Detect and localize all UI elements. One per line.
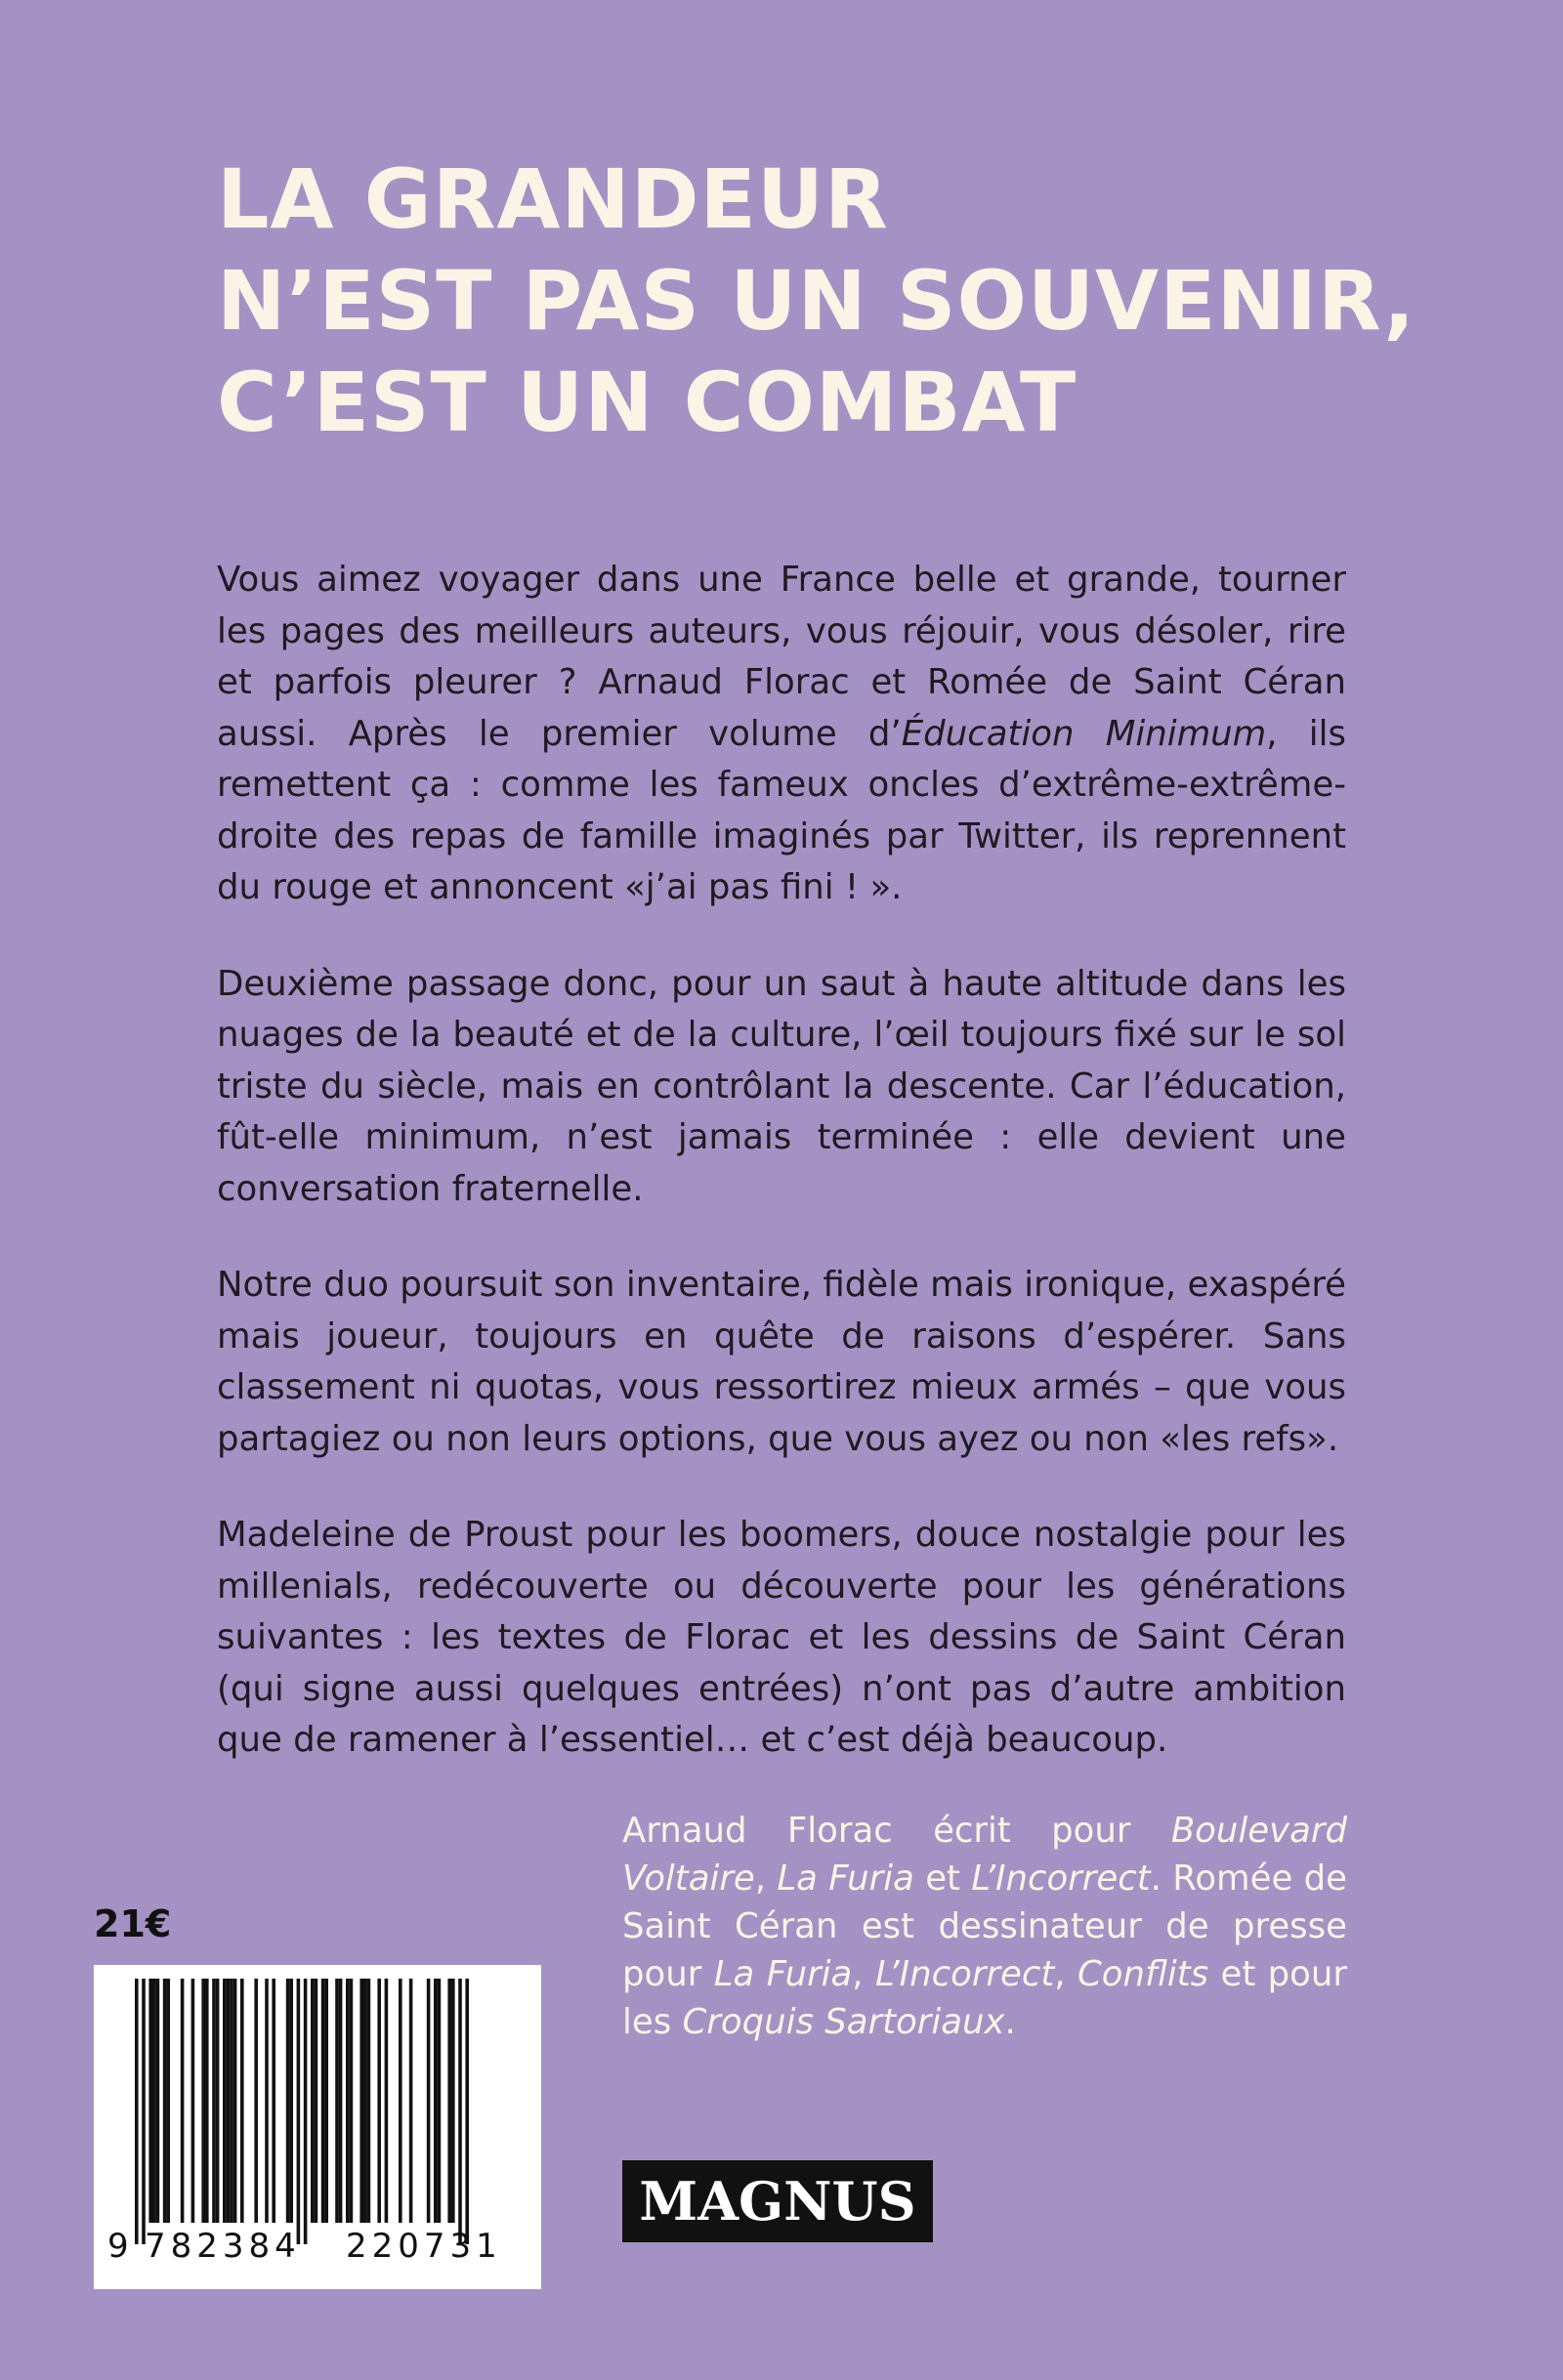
barcode-bar xyxy=(377,1979,381,2223)
barcode-bar xyxy=(297,1979,301,2244)
barcode-bar xyxy=(152,1979,156,2223)
barcode-bar xyxy=(148,1979,152,2223)
barcode-bar xyxy=(272,1979,275,2223)
barcode-bar xyxy=(367,1979,371,2223)
barcode-bar xyxy=(427,1979,431,2223)
barcode-left-group: 782384 xyxy=(145,2227,301,2266)
barcode-bar xyxy=(434,1979,438,2223)
barcode-bar xyxy=(230,1979,233,2223)
barcode-bar xyxy=(359,1979,363,2223)
barcode-bar xyxy=(156,1979,160,2223)
title-line-1: LA GRANDEUR xyxy=(217,151,889,247)
title-line-3: C’EST UN COMBAT xyxy=(217,355,1077,450)
barcode-first-digit: 9 xyxy=(107,2227,129,2266)
barcode-bar xyxy=(363,1979,367,2223)
barcode-bar xyxy=(438,1979,442,2223)
barcode-bar xyxy=(451,1979,455,2223)
barcode-bar xyxy=(191,1979,195,2223)
barcode-bar xyxy=(181,1979,185,2223)
book-title-reference: Éducation Minimum xyxy=(901,713,1267,754)
barcode-right-group: 220731 xyxy=(346,2227,502,2266)
barcode-bar xyxy=(311,1979,315,2223)
title-line-2: N’EST PAS UN SOUVENIR, xyxy=(217,253,1416,349)
barcode-bar xyxy=(289,1979,293,2223)
barcode-bar xyxy=(458,1979,462,2244)
barcode-bar xyxy=(321,1979,325,2223)
blurb-paragraph-3: Notre duo poursuit son inventaire, fidèle mais ironique, exaspéré mais joueur, toujours en quête de raisons d’espérer. Sans classement ni quotas, vous ressortirez mieux armés – que vous partagiez ou non leurs options, que vous ayez ou non «les refs». xyxy=(217,1265,1346,1459)
barcode-bar xyxy=(201,1979,205,2223)
blurb-paragraph-4: Madeleine de Proust pour les boomers, douce nostalgie pour les millenials, redécouverte ou découverte pour les générations suivantes : les textes de Florac et les dessins de Saint Céran (qui signe aussi quelques entrées) n’ont pas d’autre ambition que de ramener à l’essentiel… et c’est déjà beaucoup. xyxy=(217,1515,1346,1760)
barcode-bar xyxy=(227,1979,231,2223)
barcode-bar xyxy=(233,1979,237,2223)
barcode-bar xyxy=(212,1979,216,2223)
blurb-paragraph-2: Deuxième passage donc, pour un saut à haute altitude dans les nuages de la beauté et de la culture, l’œil toujours fixé sur le sol triste du siècle, mais en contrôlant la descente. Car l’éducation, fût-elle minimum, n’est jamais terminée : elle devient une conversation fraternelle. xyxy=(217,963,1346,1209)
barcode-bar xyxy=(339,1979,343,2223)
price-label: 21€ xyxy=(94,1902,172,1945)
barcode-bar xyxy=(142,1979,146,2244)
isbn-barcode xyxy=(94,1965,541,2289)
back-cover-title xyxy=(217,148,1438,453)
blurb-paragraph-1: Vous aimez voyager dans une France belle et grande, tourner les pages des meilleurs auteurs, vous réjouir, vous désoler, rire et parfois pleurer ? Arnaud Florac et Romée de Saint Céran aussi. Après le premier volume d’Éducation Minimum, ils remettent ça : comme les fameux oncles d’extrême-extrême-droite des repas de famille imaginés par Twitter, ils reprennent du rouge et annoncent «j’ai pas fini ! ». xyxy=(217,560,1347,907)
barcode-bar xyxy=(254,1979,258,2223)
barcode-bar xyxy=(304,1979,308,2244)
barcode-bar xyxy=(324,1979,328,2223)
barcode-bar xyxy=(465,1979,469,2244)
barcode-bar xyxy=(286,1979,290,2223)
barcode-bar xyxy=(447,1979,451,2223)
author-bio: Arnaud Florac écrit pour Boulevard Voltaire, La Furia et L’Incorrect. Romée de Saint Céran est dessinateur de presse pour La Furia, L’Incorrect, Conflits et pour les Croquis Sartoriaux. xyxy=(622,1811,1347,2042)
barcode-bar xyxy=(385,1979,389,2223)
barcode-bar xyxy=(223,1979,227,2223)
blurb xyxy=(217,555,1346,1812)
barcode-bar xyxy=(315,1979,318,2223)
barcode-bar xyxy=(240,1979,244,2223)
barcode-bar xyxy=(163,1979,167,2223)
barcode-bar xyxy=(135,1979,139,2244)
barcode-bar xyxy=(166,1979,170,2223)
publisher-logo xyxy=(622,2160,933,2242)
barcode-bar xyxy=(216,1979,220,2223)
barcode-bar xyxy=(399,1979,402,2223)
barcode-bar xyxy=(409,1979,413,2223)
barcode-bar xyxy=(346,1979,350,2223)
barcode-bar xyxy=(350,1979,354,2223)
publisher-logo-text: MAGNUS xyxy=(639,2170,916,2233)
barcode-bar xyxy=(205,1979,209,2223)
barcode-bar xyxy=(265,1979,269,2223)
barcode-digits xyxy=(94,2227,541,2276)
barcode-bar xyxy=(335,1979,339,2223)
